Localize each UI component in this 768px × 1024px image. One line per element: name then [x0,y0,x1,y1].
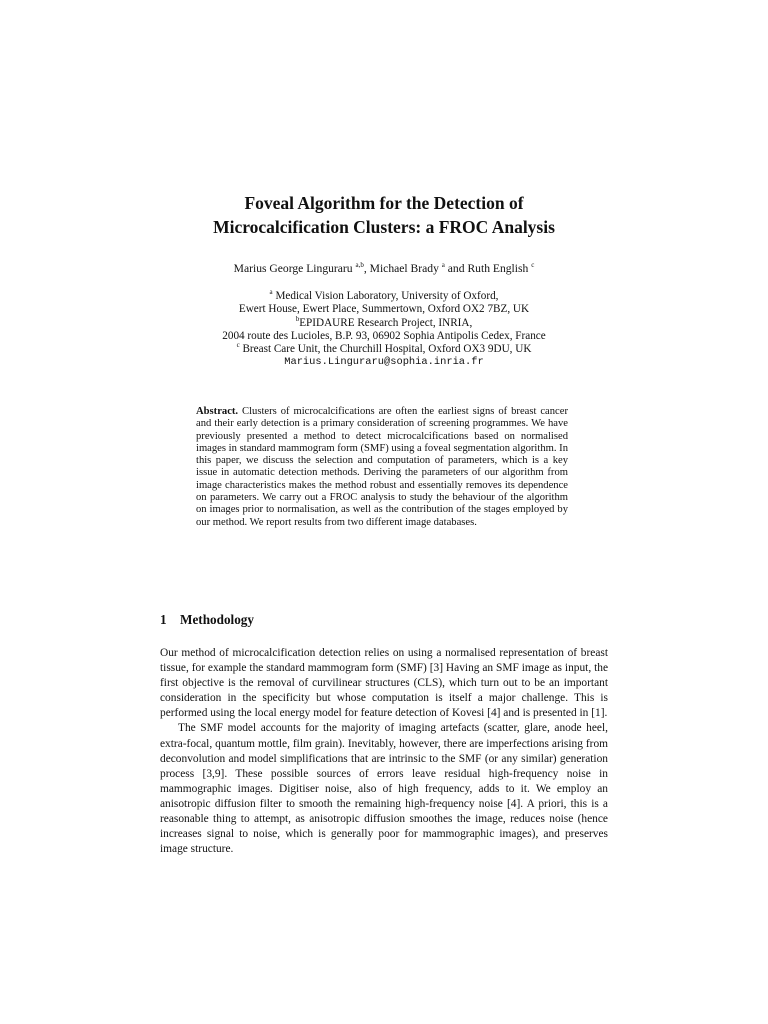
author-name: Marius George Linguraru [233,262,353,275]
author-affiliation-mark: a [441,261,445,269]
author-affiliation-mark: c [531,261,535,269]
abstract [196,406,568,529]
affiliation-mark: a [269,288,273,296]
body-paragraph: The SMF model accounts for the majority of imaging artefacts (scatter, glare, anode heel, extra-focal, quantum mottle, film grain). Inevitably, however, there are imperfections arising from deconvolution and model simplifications that are intrinsic to the SMF (or any similar) generation process [3,9]. These possible sources of errors leave residual high-frequency noise in mammographic images. Digitiser noise, also of high frequency, adds to it. We employ an anisotropic diffusion filter to smooth the remaining high-frequency noise [4]. A priori, this is a reasonable thing to attempt, as anisotropic diffusion smoothes the image, reduces noise (hence increases signal to noise, which is generally poor for mammographic images), and preserves image structure. [160,722,608,856]
author-separator: and [444,262,468,275]
author-list [160,261,608,277]
author-name: Michael Brady [369,262,439,275]
section-heading [160,611,608,629]
section-body [160,646,608,857]
paper-title [160,191,608,239]
abstract-label: Abstract. [196,406,239,417]
author-affiliation-mark: a,b [355,261,364,269]
affiliation-address: 2004 route des Lucioles, B.P. 93, 06902 Sophia Antipolis Cedex, France [222,329,546,342]
author-email: Marius.Linguraru@sophia.inria.fr [284,356,484,369]
affiliation-address: Ewert House, Ewert Place, Summertown, Oxford OX2 7BZ, UK [238,303,530,316]
affiliation-text: Breast Care Unit, the Churchill Hospital, Oxford OX3 9DU, UK [242,343,532,356]
paper-title-line-1: Foveal Algorithm for the Detection of [244,193,524,213]
affiliation-text: EPIDAURE Research Project, INRIA, [299,316,473,329]
section-number: 1 [160,612,167,627]
affiliation-mark: c [236,341,240,350]
body-paragraph: Our method of microcalcification detection relies on using a normalised representation of breast tissue, for example the standard mammogram form (SMF) [3] Having an SMF image as input, the first objective is the removal of curvilinear structures (CLS), which turn out to be an important consideration in the specificity but whose computation is itself a major challenge. This is performed using the local energy model for feature detection of Kovesi [4] and is presented in [1]. [160,647,608,720]
affiliation-c [160,343,608,356]
author-separator: , [363,262,370,275]
paper-title-line-2: Microcalcification Clusters: a FROC Analysis [213,217,555,237]
affiliation-mark: b [295,314,300,323]
section-title: Methodology [180,612,254,627]
affiliation-b [160,314,608,330]
affiliation-a [160,290,608,303]
author-name: Ruth English [467,262,529,275]
affiliation-text: Medical Vision Laboratory, University of Oxford, [275,290,499,302]
abstract-text: Clusters of microcalcifications are often the earliest signs of breast cancer and their early detection is a primary consideration of screening programmes. We have previously presented a method to detect microcalcifications based on normalised images in standard mammogram form (SMF) using a foveal segmentation algorithm. In this paper, we discuss the selection and computation of parameters, which is a key issue in automatic detection methods. Deriving the parameters of our algorithm from image characteristics makes the method robust and essentially removes its dependence on parameters. We carry out a FROC analysis to study the behaviour of the algorithm on images prior to normalisation, as well as the contribution of the stages employed by our method. We report results from two different image databases. [196,406,568,528]
affiliation-block [160,290,608,370]
